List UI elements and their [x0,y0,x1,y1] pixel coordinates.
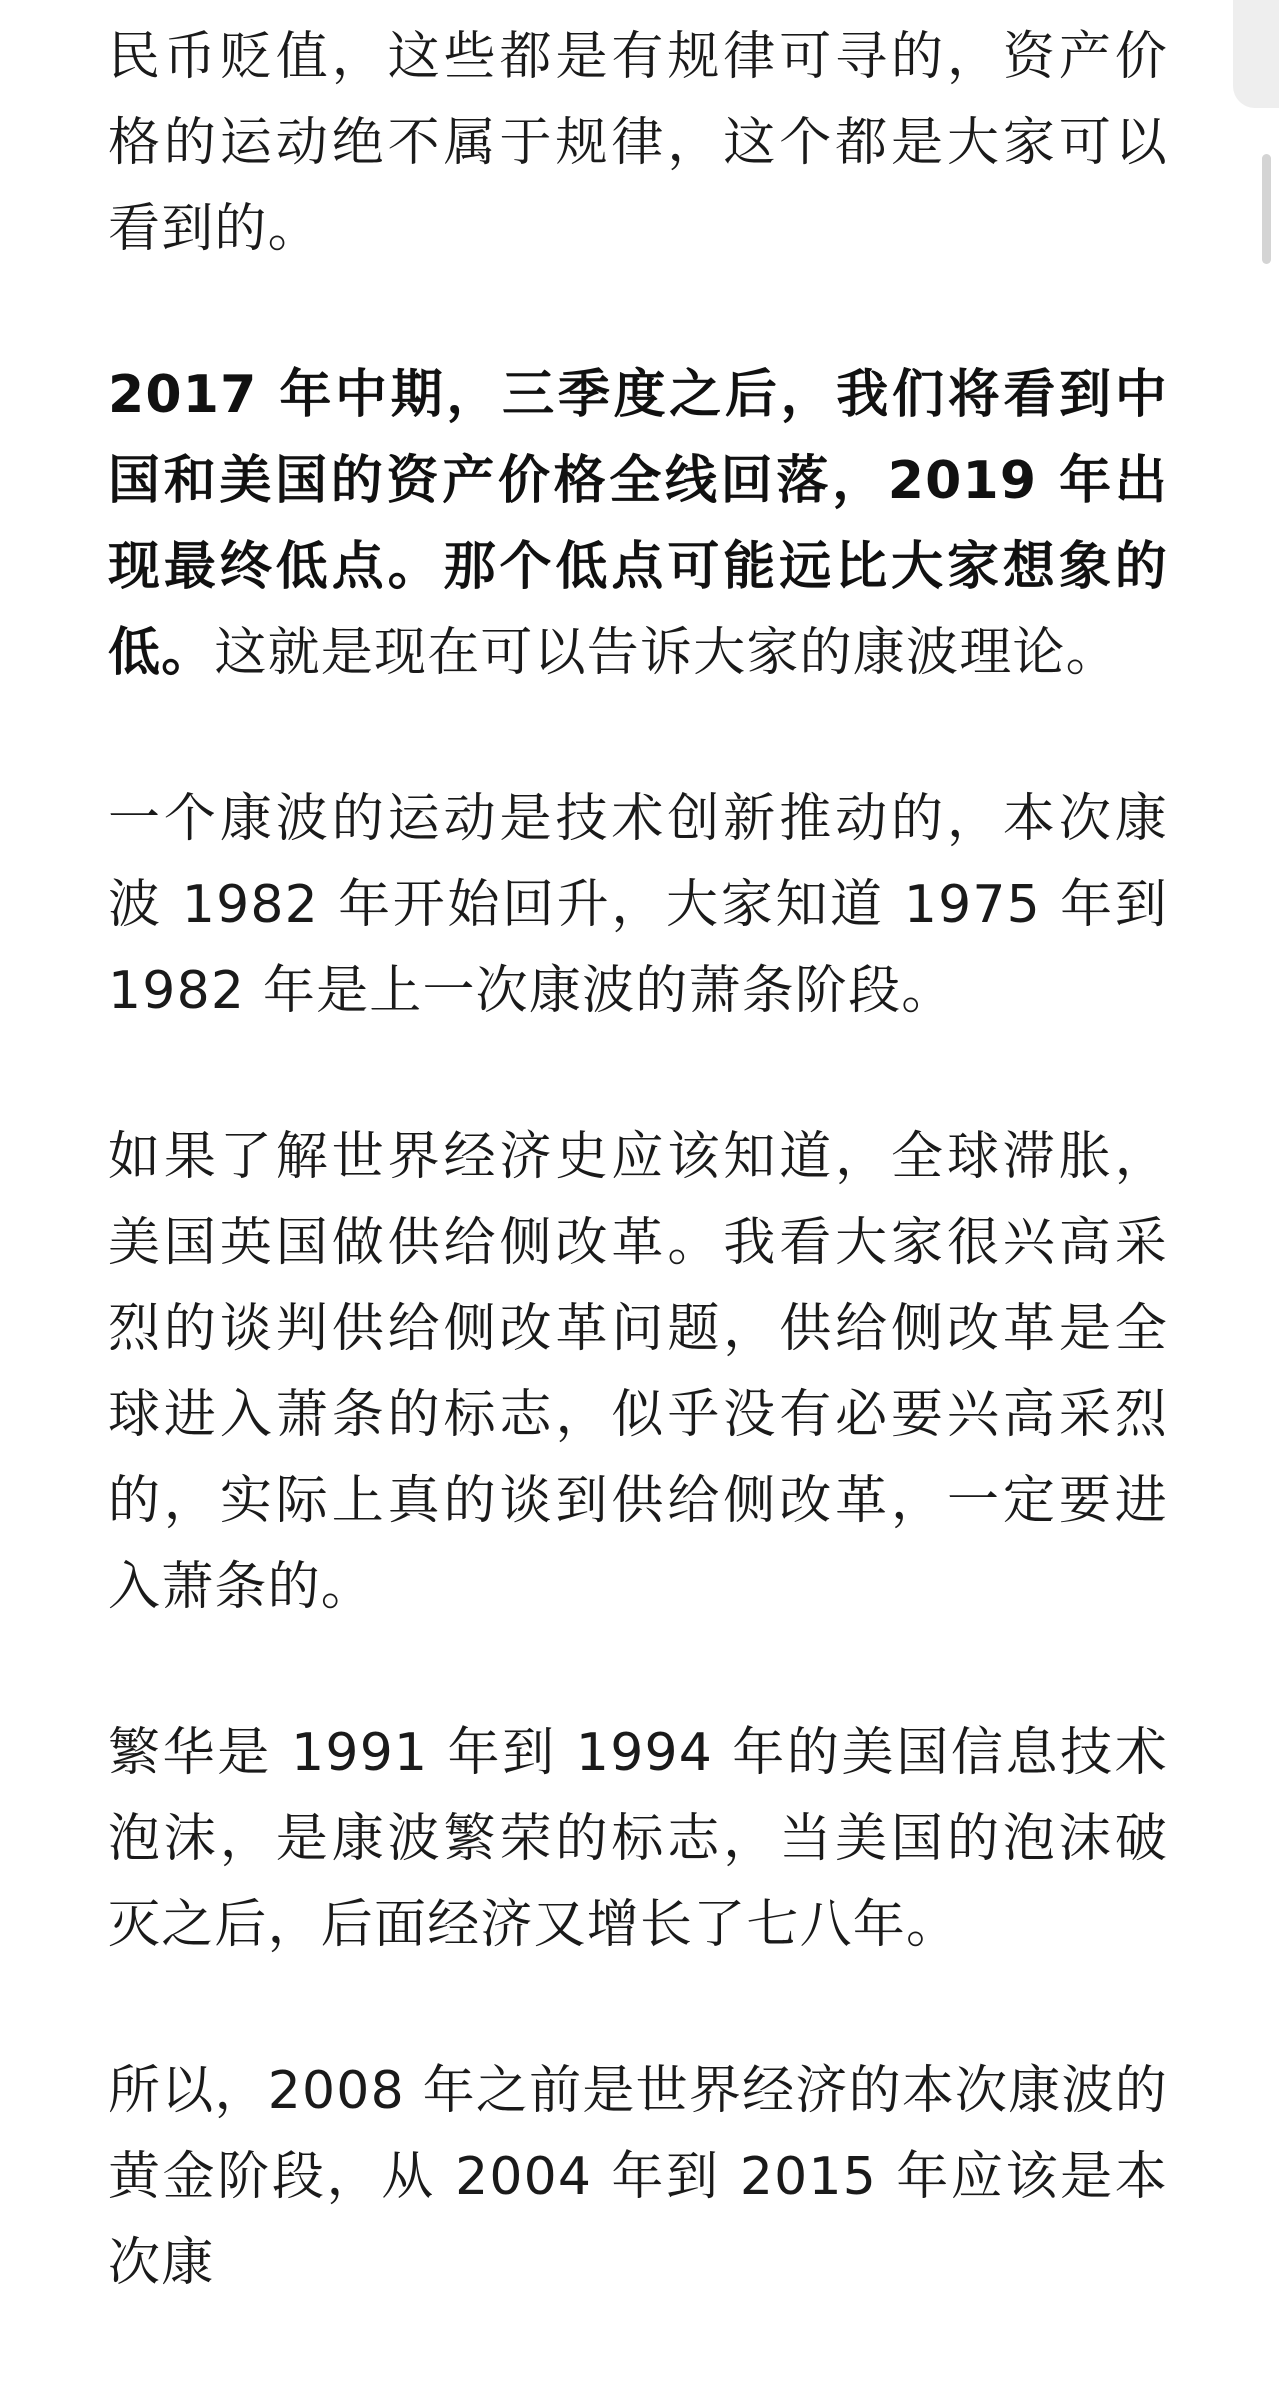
scroll-tab[interactable] [1233,0,1279,108]
article-body [108,14,1168,2386]
paragraph-2 [108,352,1168,696]
paragraph-2-bold: 2017 年中期，三季度之后，我们将看到中国和美国的资产价格全线回落，2019 年出现最终低点。那个低点可能远比大家想象的低。 [108,365,1168,683]
paragraph-1: 民币贬值，这些都是有规律可寻的，资产价格的运动绝不属于规律，这个都是大家可以看到的。 [108,27,1168,259]
paragraph-6: 所以，2008 年之前是世界经济的本次康波的黄金阶段，从 2004 年到 2015 年应该是本次康 [108,2061,1168,2293]
paragraph-4: 如果了解世界经济史应该知道，全球滞胀，美国英国做供给侧改革。我看大家很兴高采烈的谈判供给侧改革问题，供给侧改革是全球进入萧条的标志，似乎没有必要兴高采烈的，实际上真的谈到供给侧改革，一定要进入萧条的。 [108,1127,1168,1617]
scrollbar-thumb[interactable] [1262,154,1271,264]
paragraph-2-rest: 这就是现在可以告诉大家的康波理论。 [214,623,1119,683]
paragraph-3: 一个康波的运动是技术创新推动的，本次康波 1982 年开始回升，大家知道 1975 年到 1982 年是上一次康波的萧条阶段。 [108,789,1168,1021]
paragraph-5: 繁华是 1991 年到 1994 年的美国信息技术泡沫，是康波繁荣的标志，当美国的泡沫破灭之后，后面经济又增长了七八年。 [108,1723,1168,1955]
